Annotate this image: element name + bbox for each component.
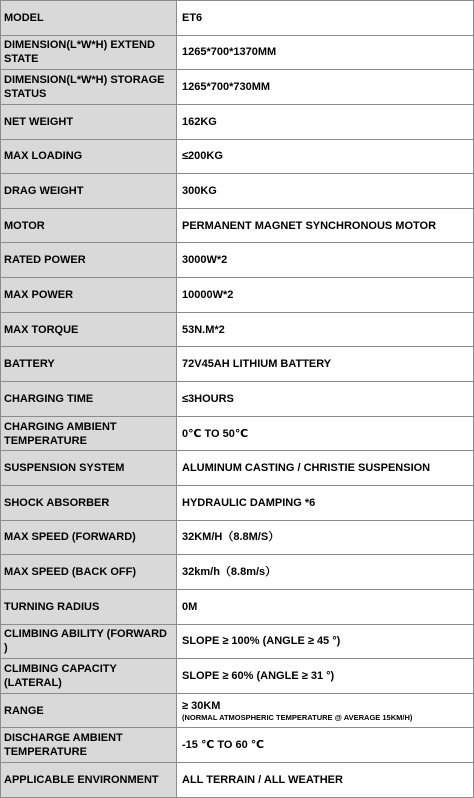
- spec-value: SLOPE ≥ 60% (ANGLE ≥ 31 °): [177, 659, 474, 694]
- spec-value: 300KG: [177, 174, 474, 209]
- spec-label: CHARGING AMBIENT TEMPERATURE: [1, 416, 177, 451]
- spec-label: CLIMBING CAPACITY (LATERAL): [1, 659, 177, 694]
- spec-label: CHARGING TIME: [1, 382, 177, 417]
- spec-label: TURNING RADIUS: [1, 589, 177, 624]
- range-value: ≥ 30KM: [182, 699, 221, 712]
- table-row: [1, 278, 474, 313]
- spec-label: NET WEIGHT: [1, 104, 177, 139]
- spec-value: 1265*700*1370MM: [177, 35, 474, 70]
- spec-label: MAX SPEED (FORWARD): [1, 520, 177, 555]
- spec-label: MODEL: [1, 1, 177, 36]
- spec-value: HYDRAULIC DAMPING *6: [177, 485, 474, 520]
- range-note: (NORMAL ATMOSPHERIC TEMPERATURE @ AVERAGE 15KM/H): [182, 712, 413, 722]
- spec-label: MAX LOADING: [1, 139, 177, 174]
- spec-value: 10000W*2: [177, 278, 474, 313]
- spec-label: DRAG WEIGHT: [1, 174, 177, 209]
- spec-label: CLIMBING ABILITY (FORWARD ): [1, 624, 177, 659]
- table-row: [1, 70, 474, 105]
- spec-value: 32km/h（8.8m/s）: [177, 555, 474, 590]
- spec-label: DIMENSION(L*W*H) EXTEND STATE: [1, 35, 177, 70]
- spec-label: MAX POWER: [1, 278, 177, 313]
- table-row: [1, 451, 474, 486]
- spec-value: 0℃ TO 50℃: [177, 416, 474, 451]
- spec-value: 162KG: [177, 104, 474, 139]
- spec-label: MOTOR: [1, 208, 177, 243]
- spec-value: ALUMINUM CASTING / CHRISTIE SUSPENSION: [177, 451, 474, 486]
- spec-value: 3000W*2: [177, 243, 474, 278]
- table-row: [1, 416, 474, 451]
- table-row: [1, 35, 474, 70]
- table-row: [1, 174, 474, 209]
- table-row: [1, 243, 474, 278]
- spec-label: SHOCK ABSORBER: [1, 485, 177, 520]
- table-row: [1, 104, 474, 139]
- spec-value-with-note: [177, 693, 474, 728]
- table-row: [1, 728, 474, 763]
- spec-value: -15 ℃ TO 60 ℃: [177, 728, 474, 763]
- table-row: [1, 624, 474, 659]
- spec-label: RATED POWER: [1, 243, 177, 278]
- table-row: [1, 312, 474, 347]
- spec-value: ≤200KG: [177, 139, 474, 174]
- spec-value: ALL TERRAIN / ALL WEATHER: [177, 763, 474, 798]
- spec-value: ET6: [177, 1, 474, 36]
- table-row: [1, 208, 474, 243]
- table-row: [1, 382, 474, 417]
- spec-value: SLOPE ≥ 100% (ANGLE ≥ 45 °): [177, 624, 474, 659]
- spec-label: BATTERY: [1, 347, 177, 382]
- spec-label: RANGE: [1, 693, 177, 728]
- table-row: [1, 485, 474, 520]
- spec-label: MAX TORQUE: [1, 312, 177, 347]
- spec-value: 0M: [177, 589, 474, 624]
- table-row: [1, 763, 474, 798]
- spec-label: MAX SPEED (BACK OFF): [1, 555, 177, 590]
- table-row: [1, 555, 474, 590]
- table-row: [1, 347, 474, 382]
- table-row: [1, 693, 474, 728]
- table-row: [1, 659, 474, 694]
- spec-value: PERMANENT MAGNET SYNCHRONOUS MOTOR: [177, 208, 474, 243]
- spec-value: 53N.M*2: [177, 312, 474, 347]
- spec-label: DIMENSION(L*W*H) STORAGE STATUS: [1, 70, 177, 105]
- spec-value: 72V45AH LITHIUM BATTERY: [177, 347, 474, 382]
- spec-value: ≤3HOURS: [177, 382, 474, 417]
- spec-value: 1265*700*730MM: [177, 70, 474, 105]
- spec-value: 32KM/H（8.8M/S）: [177, 520, 474, 555]
- spec-label: SUSPENSION SYSTEM: [1, 451, 177, 486]
- table-row: [1, 589, 474, 624]
- spec-label: DISCHARGE AMBIENT TEMPERATURE: [1, 728, 177, 763]
- table-row: [1, 520, 474, 555]
- spec-label: APPLICABLE ENVIRONMENT: [1, 763, 177, 798]
- table-row: [1, 139, 474, 174]
- table-row: [1, 1, 474, 36]
